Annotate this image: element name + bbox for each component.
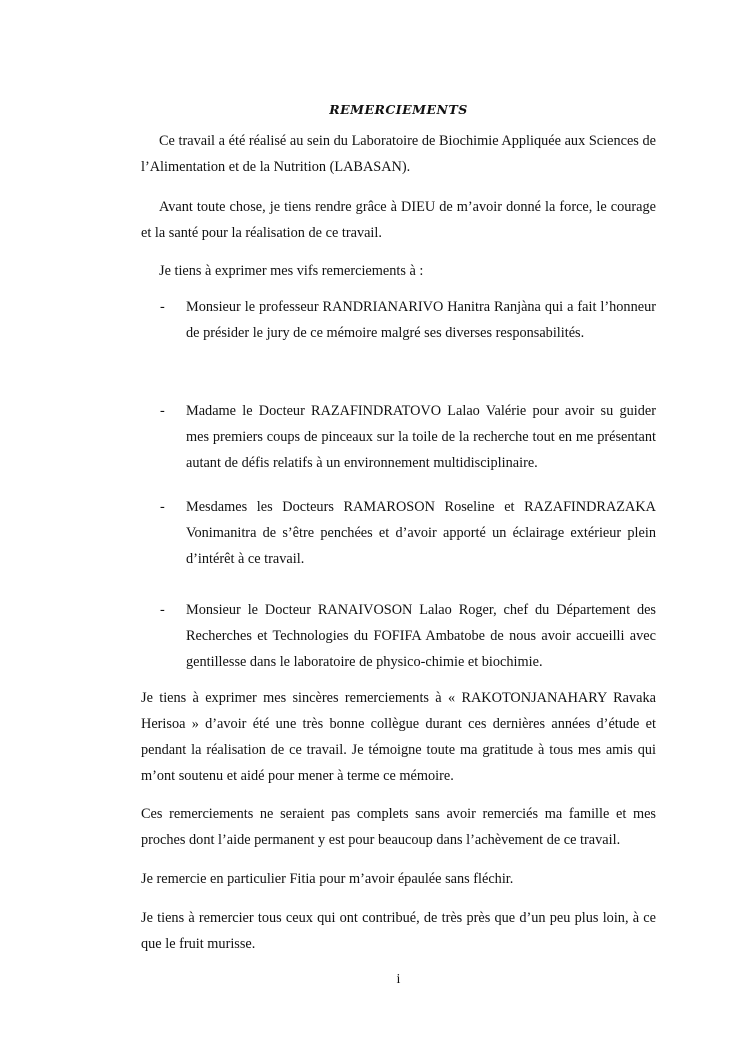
list-item-text: Monsieur le professeur RANDRIANARIVO Hanitra Ranjàna qui a fait l’honneur de présider le jury de ce mémoire malgré ses diverses responsabilités. [186, 299, 656, 341]
closing-paragraph-all: Je tiens à remercier tous ceux qui ont contribué, de très près que d’un peu plus loin, à ce que le fruit murisse. [141, 910, 656, 952]
closing-paragraph-fitia: Je remercie en particulier Fitia pour m’avoir épaulée sans fléchir. [141, 871, 514, 887]
page-title: REMERCIEMENTS [329, 102, 468, 117]
list-item [160, 597, 656, 675]
intro-paragraph-lab: Ce travail a été réalisé au sein du Laboratoire de Biochimie Appliquée aux Sciences de l’Alimentation et de la Nutrition (LABASAN). [141, 133, 656, 175]
list-item-text: Mesdames les Docteurs RAMAROSON Roseline et RAZAFINDRAZAKA Vonimanitra de s’être penchées et d’avoir apporté un éclairage extérieur plein d’intérêt à ce travail. [186, 499, 656, 567]
list-dash: - [160, 602, 165, 618]
list-item [160, 494, 656, 572]
list-item [160, 294, 656, 346]
closing-paragraph-family: Ces remerciements ne seraient pas complets sans avoir remerciés ma famille et mes proches dont l’aide permanent y est pour beaucoup dans l’achèvement de ce travail. [141, 806, 656, 848]
list-dash: - [160, 499, 165, 515]
list-item-text: Madame le Docteur RAZAFINDRATOVO Lalao Valérie pour avoir su guider mes premiers coups de pinceaux sur la toile de la recherche tout en me présentant autant de défis relatifs à un environnement multidisciplinaire. [186, 403, 656, 471]
list-dash: - [160, 299, 165, 315]
closing-paragraph-colleague: Je tiens à exprimer mes sincères remerciements à « RAKOTONJANAHARY Ravaka Herisoa » d’avoir été une très bonne collègue durant ces dernières années d’étude et pendant la réalisation de ce travail. Je témoigne toute ma gratitude à tous mes amis qui m’ont soutenu et aidé pour mener à terme ce mémoire. [141, 690, 656, 784]
intro-paragraph-dieu: Avant toute chose, je tiens rendre grâce à DIEU de m’avoir donné la force, le courage et la santé pour la réalisation de ce travail. [141, 199, 656, 241]
list-dash: - [160, 403, 165, 419]
page-number: i [396, 972, 401, 987]
list-item-text: Monsieur le Docteur RANAIVOSON Lalao Roger, chef du Département des Recherches et Technologies du FOFIFA Ambatobe de nous avoir accueilli avec gentillesse dans le laboratoire de physico-chimie et biochimie. [186, 602, 656, 670]
intro-paragraph-thanks: Je tiens à exprimer mes vifs remerciements à : [159, 263, 424, 279]
list-item [160, 398, 656, 476]
